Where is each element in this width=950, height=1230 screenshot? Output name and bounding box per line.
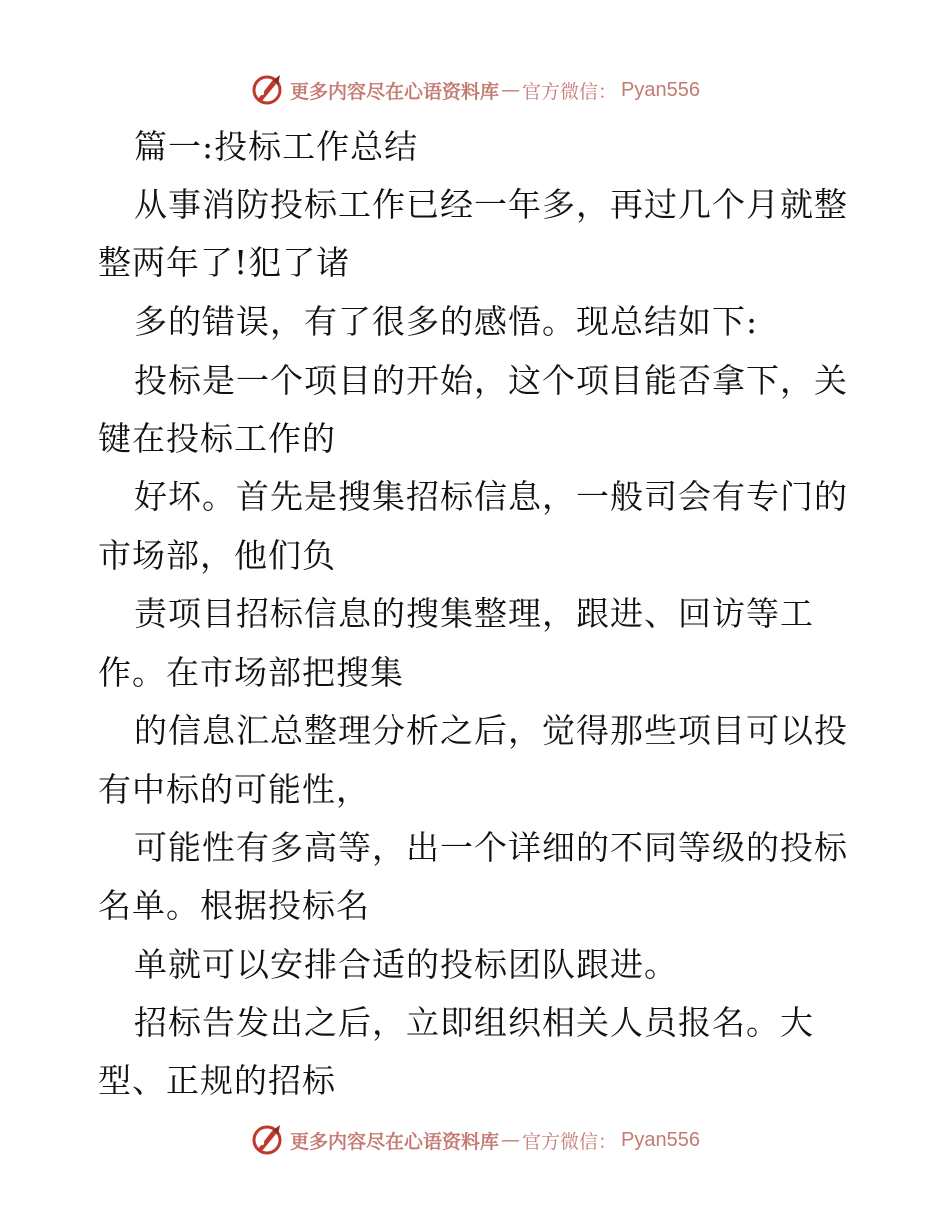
header-watermark: [0, 70, 950, 110]
paragraph-line: 招标告发出之后，立即组织相关人员报名。大: [134, 1003, 814, 1042]
document-title: 篇一:投标工作总结: [134, 127, 419, 166]
paragraph-line: 可能性有多高等，出一个详细的不同等级的投标: [134, 828, 848, 867]
paragraph-line: 有中标的可能性，: [98, 770, 370, 809]
paragraph-line: 多的错误，有了很多的感悟。现总结如下:: [134, 302, 759, 341]
paragraph-line: 整两年了!犯了诸: [98, 243, 351, 282]
paragraph-line: 型、正规的招标: [98, 1061, 336, 1100]
watermark-main-text: 更多内容尽在心语资料库: [290, 80, 500, 103]
watermark-official-label: 官方微信：: [522, 1130, 618, 1153]
watermark-account: Pyan556: [621, 1128, 700, 1151]
watermark-dash: —: [501, 1129, 521, 1151]
paragraph-line: 作。在市场部把搜集: [98, 653, 404, 692]
paragraph-line: 键在投标工作的: [98, 419, 336, 458]
watermark-dash: —: [501, 79, 521, 101]
paragraph-line: 好坏。首先是搜集招标信息，一般司会有专门的: [134, 477, 848, 516]
quill-pen-logo-icon: [250, 1123, 284, 1157]
paragraph-line: 单就可以安排合适的投标团队跟进。: [134, 945, 678, 984]
paragraph-line: 名单。根据投标名: [98, 886, 370, 925]
quill-pen-logo-icon: [250, 73, 284, 107]
paragraph-line: 责项目招标信息的搜集整理，跟进、回访等工: [134, 594, 814, 633]
watermark-main-text: 更多内容尽在心语资料库: [290, 1130, 500, 1153]
paragraph-line: 的信息汇总整理分析之后，觉得那些项目可以投: [134, 711, 848, 750]
paragraph-line: 投标是一个项目的开始，这个项目能否拿下，关: [134, 361, 848, 400]
paragraph-line: 从事消防投标工作已经一年多，再过几个月就整: [134, 185, 848, 224]
watermark-account: Pyan556: [621, 78, 700, 101]
watermark-official-label: 官方微信：: [522, 80, 618, 103]
footer-watermark: [0, 1120, 950, 1160]
paragraph-line: 市场部，他们负: [98, 536, 336, 575]
